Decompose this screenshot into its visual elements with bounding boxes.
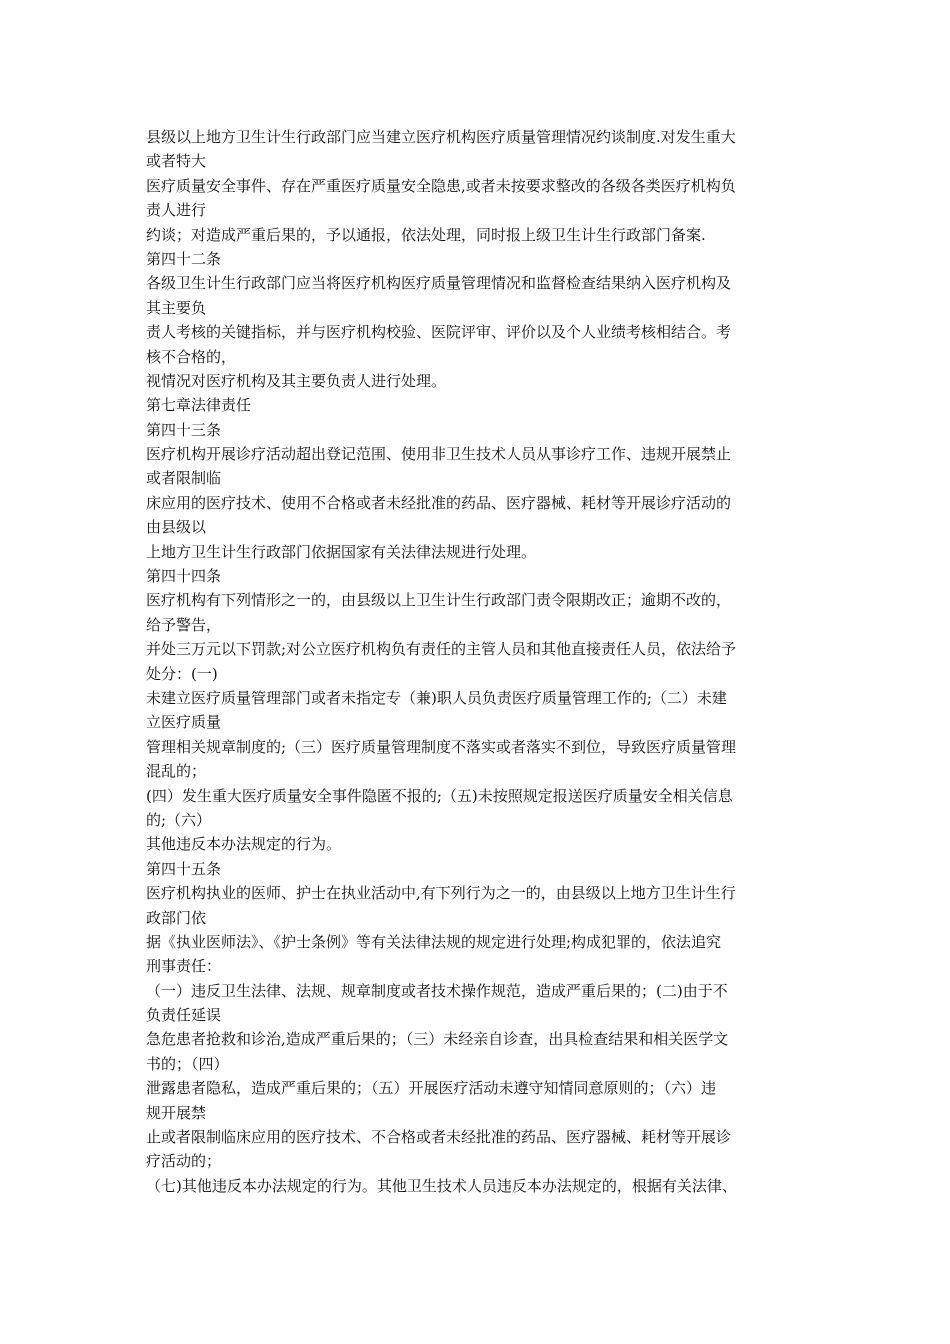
text-line: 或者限制临 [146, 469, 222, 488]
text-line: 泄露患者隐私，造成严重后果的；（五）开展医疗活动未遵守知情同意原则的；（六）违 [146, 1079, 717, 1098]
text-line: 刑事责任： [146, 957, 222, 976]
document-body [146, 125, 810, 1198]
text-line: 政部门依 [146, 908, 207, 927]
text-line: (四）发生重大医疗质量安全事件隐匿不报的;（五)未按照规定报送医疗质量安全相关信息 [146, 786, 733, 805]
text-line: 立医疗质量 [146, 713, 222, 732]
text-line: 管理相关规章制度的;（三）医疗质量管理制度不落实或者落实不到位，导致医疗质量管理 [146, 737, 737, 756]
text-line: 医疗质量安全事件、存在严重医疗质量安全隐患,或者未按要求整改的各级各类医疗机构负 [146, 176, 736, 195]
text-line: 据《执业医师法》、《护士条例》等有关法律法规的规定进行处理;构成犯罪的，依法追究 [146, 932, 722, 951]
text-line: 医疗机构开展诊疗活动超出登记范围、使用非卫生技术人员从事诊疗工作、违规开展禁止 [146, 445, 732, 464]
text-line: 视情况对医疗机构及其主要负责人进行处理。 [146, 371, 447, 390]
text-line: 书的；（四） [146, 1054, 229, 1073]
text-line: 混乱的； [146, 762, 207, 781]
text-line: 并处三万元以下罚款;对公立医疗机构负有责任的主管人员和其他直接责任人员，依法给予 [146, 640, 737, 659]
text-line: （七)其他违反本办法规定的行为。其他卫生技术人员违反本办法规定的，根据有关法律、 [146, 1176, 737, 1195]
text-line: 责人进行 [146, 201, 207, 220]
text-line: 由县级以 [146, 518, 207, 537]
text-line: 上地方卫生计生行政部门依据国家有关法律法规进行处理。 [146, 542, 537, 561]
text-line: 医疗机构有下列情形之一的，由县级以上卫生计生行政部门责令限期改正；逾期不改的， [146, 591, 732, 610]
text-line: 止或者限制临床应用的医疗技术、不合格或者未经批准的药品、医疗器械、耗材等开展诊 [146, 1128, 732, 1147]
text-line: 负责任延误 [146, 1006, 222, 1025]
article-heading: 第四十四条 [146, 567, 222, 586]
text-line: 其主要负 [146, 298, 207, 317]
text-line: 责人考核的关键指标，并与医疗机构校验、医院评审、评价以及个人业绩考核相结合。考 [146, 323, 732, 342]
text-line: 或者特大 [146, 152, 207, 171]
text-line: 医疗机构执业的医师、护士在执业活动中,有下列行为之一的，由县级以上地方卫生计生行 [146, 884, 736, 903]
text-line: 约谈；对造成严重后果的，予以通报，依法处理，同时报上级卫生计生行政部门备案. [146, 225, 706, 244]
text-line: 疗活动的； [146, 1152, 222, 1171]
article-heading: 第四十五条 [146, 859, 222, 878]
text-line: 床应用的医疗技术、使用不合格或者未经批准的药品、医疗器械、耗材等开展诊疗活动的 [146, 493, 732, 512]
text-line: 规开展禁 [146, 1103, 207, 1122]
text-line: 处分：(一) [146, 664, 218, 683]
article-heading: 第四十二条 [146, 249, 222, 268]
text-line: （一）违反卫生法律、法规、规章制度或者技术操作规范，造成严重后果的；(二)由于不 [146, 981, 728, 1000]
text-line: 急危患者抢救和诊治,造成严重后果的；（三）未经亲自诊查，出具检查结果和相关医学文 [146, 1030, 729, 1049]
text-line: 各级卫生计生行政部门应当将医疗机构医疗质量管理情况和监督检查结果纳入医疗机构及 [146, 274, 732, 293]
chapter-heading: 第七章法律责任 [146, 396, 252, 415]
article-heading: 第四十三条 [146, 420, 222, 439]
text-line: 县级以上地方卫生计生行政部门应当建立医疗机构医疗质量管理情况约谈制度.对发生重大 [146, 128, 736, 146]
text-line: 其他违反本办法规定的行为。 [146, 835, 342, 854]
text-line: 的;（六） [146, 810, 212, 829]
text-line: 给予警告， [146, 615, 222, 634]
text-line: 未建立医疗质量管理部门或者未指定专（兼)职人员负责医疗质量管理工作的;（二）未建 [146, 688, 727, 707]
text-line: 核不合格的， [146, 347, 237, 366]
